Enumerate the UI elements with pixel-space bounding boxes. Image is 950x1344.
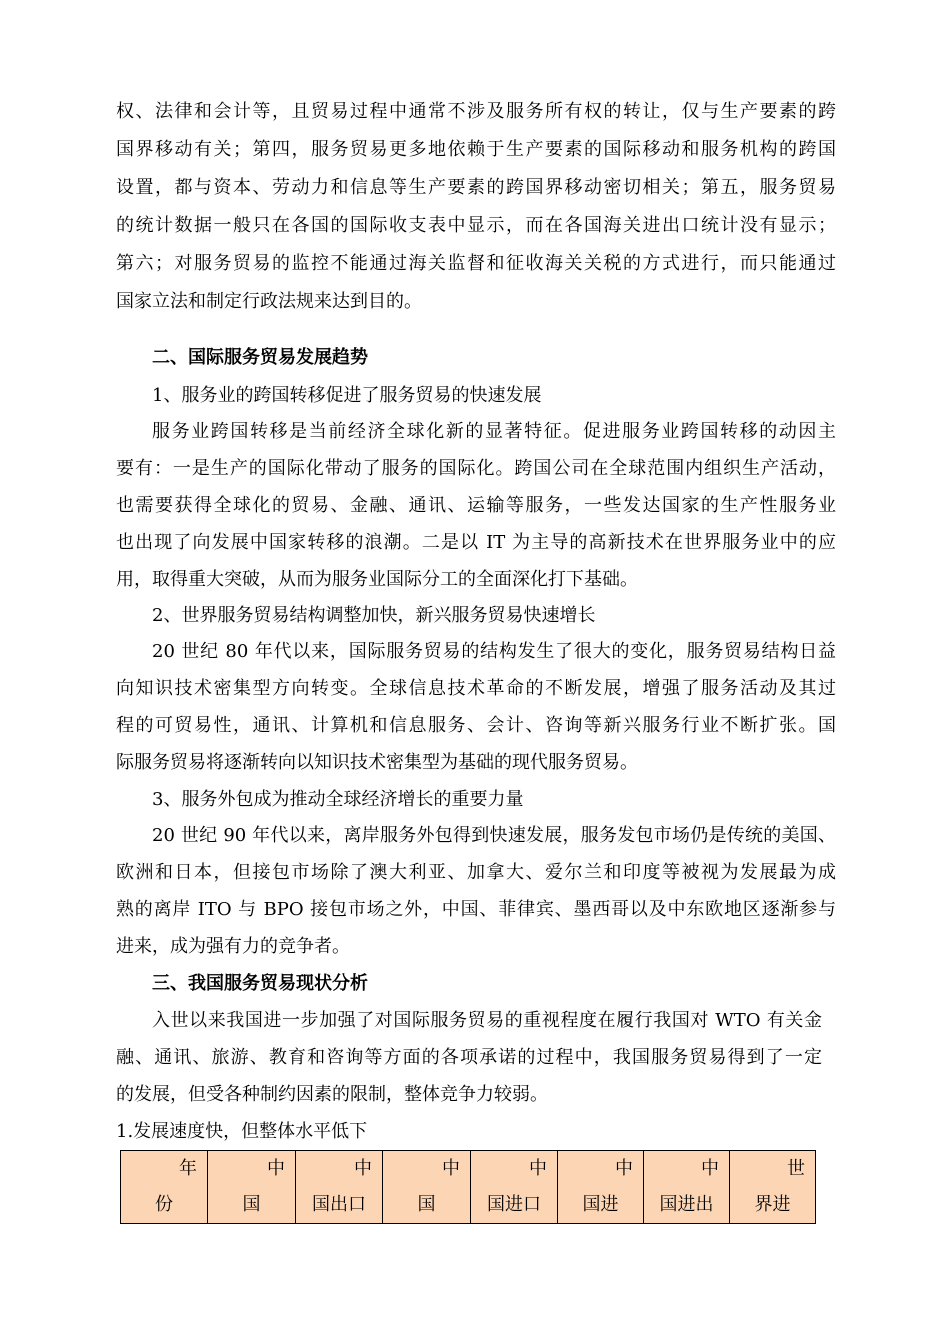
section-heading: 二、国际服务贸易发展趋势 bbox=[152, 347, 368, 368]
text-line: 第六；对服务贸易的监控不能通过海关监督和征收海关关税的方式进行，而只能通过 bbox=[116, 253, 836, 274]
table-cell bbox=[644, 1151, 730, 1224]
cell-line: 国 bbox=[417, 1194, 436, 1215]
text-line: 的发展，但受各种制约因素的限制，整体竞争力较弱。 bbox=[116, 1084, 548, 1105]
table-cell bbox=[121, 1151, 208, 1224]
text-line: 20 世纪 90 年代以来，离岸服务外包得到快速发展，服务发包市场仍是传统的美国、 bbox=[152, 825, 836, 846]
text-line: 融、通讯、旅游、教育和咨询等方面的各项承诺的过程中，我国服务贸易得到了一定 bbox=[116, 1047, 822, 1068]
text-line: 要有：一是生产的国际化带动了服务的国际化。跨国公司在全球范围内组织生产活动， bbox=[116, 458, 836, 479]
cell-line: 国出口 bbox=[312, 1194, 366, 1215]
text-line: 也需要获得全球化的贸易、金融、通讯、运输等服务，一些发达国家的生产性服务业 bbox=[116, 495, 836, 516]
text-line: 的统计数据一般只在各国的国际收支表中显示，而在各国海关进出口统计没有显示； bbox=[116, 215, 836, 236]
data-table bbox=[120, 1150, 816, 1224]
text-line: 20 世纪 80 年代以来，国际服务贸易的结构发生了很大的变化，服务贸易结构日益 bbox=[152, 641, 836, 662]
table-cell bbox=[471, 1151, 558, 1224]
subsection-title: 1.发展速度快，但整体水平低下 bbox=[116, 1121, 368, 1142]
text-line: 服务业跨国转移是当前经济全球化新的显著特征。促进服务业跨国转移的动因主 bbox=[152, 421, 836, 442]
cell-line: 国进口 bbox=[487, 1194, 541, 1215]
table-cell bbox=[558, 1151, 644, 1224]
text-line: 程的可贸易性，通讯、计算机和信息服务、会计、咨询等新兴服务行业不断扩张。国 bbox=[116, 715, 836, 736]
subsection-title: 2、世界服务贸易结构调整加快，新兴服务贸易快速增长 bbox=[152, 605, 596, 626]
text-line: 欧洲和日本，但接包市场除了澳大利亚、加拿大、爱尔兰和印度等被视为发展最为成 bbox=[116, 862, 836, 883]
cell-line: 份 bbox=[155, 1194, 173, 1215]
cell-line: 中 bbox=[354, 1158, 372, 1179]
text-line: 设置，都与资本、劳动力和信息等生产要素的跨国界移动密切相关；第五，服务贸易 bbox=[116, 177, 836, 198]
cell-line: 世 bbox=[787, 1158, 805, 1179]
cell-line: 中 bbox=[442, 1158, 460, 1179]
table-cell bbox=[296, 1151, 383, 1224]
table-cell bbox=[730, 1151, 816, 1224]
cell-line: 国进 bbox=[582, 1194, 619, 1215]
cell-line: 国 bbox=[242, 1194, 261, 1215]
text-line: 用，取得重大突破，从而为服务业国际分工的全面深化打下基础。 bbox=[116, 569, 638, 590]
text-line: 入世以来我国进一步加强了对国际服务贸易的重视程度在履行我国对 WTO 有关金 bbox=[152, 1010, 822, 1031]
text-line: 国界移动有关；第四，服务贸易更多地依赖于生产要素的国际移动和服务机构的跨国 bbox=[116, 139, 836, 160]
subsection-title: 3、服务外包成为推动全球经济增长的重要力量 bbox=[152, 789, 524, 810]
table-row bbox=[121, 1151, 816, 1224]
cell-line: 界进 bbox=[754, 1194, 791, 1215]
cell-line: 中 bbox=[529, 1158, 547, 1179]
cell-line: 中 bbox=[701, 1158, 719, 1179]
text-line: 权、法律和会计等，且贸易过程中通常不涉及服务所有权的转让，仅与生产要素的跨 bbox=[116, 101, 836, 122]
text-line: 向知识技术密集型方向转变。全球信息技术革命的不断发展，增强了服务活动及其过 bbox=[116, 678, 836, 699]
table-cell bbox=[208, 1151, 296, 1224]
cell-line: 国进出 bbox=[659, 1194, 714, 1215]
cell-line: 中 bbox=[615, 1158, 633, 1179]
text-line: 国家立法和制定行政法规来达到目的。 bbox=[116, 291, 422, 312]
text-line: 也出现了向发展中国家转移的浪潮。二是以 IT 为主导的高新技术在世界服务业中的应 bbox=[116, 532, 836, 553]
text-line: 进来，成为强有力的竞争者。 bbox=[116, 936, 350, 957]
cell-line: 中 bbox=[267, 1158, 285, 1179]
table-cell bbox=[383, 1151, 471, 1224]
text-line: 际服务贸易将逐渐转向以知识技术密集型为基础的现代服务贸易。 bbox=[116, 752, 638, 773]
section-heading: 三、我国服务贸易现状分析 bbox=[152, 973, 368, 994]
cell-line: 年 bbox=[179, 1158, 197, 1179]
text-line: 熟的离岸 ITO 与 BPO 接包市场之外，中国、菲律宾、墨西哥以及中东欧地区逐渐参与 bbox=[116, 899, 836, 920]
subsection-title: 1、服务业的跨国转移促进了服务贸易的快速发展 bbox=[152, 385, 542, 406]
